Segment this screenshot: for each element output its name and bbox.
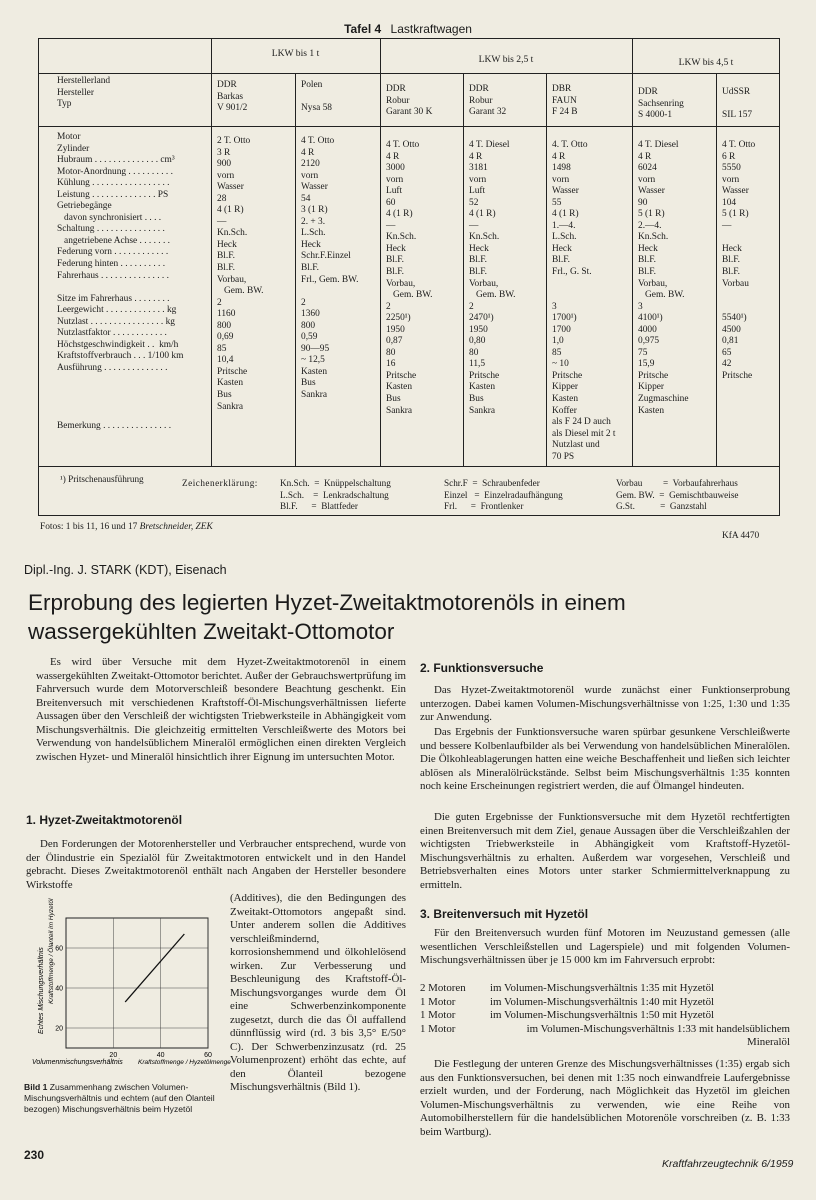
section-2-paragraph-1: Das Hyzet-Zweitaktmotorenöl wurde zunächst einer Funktionserprobung unterzogen. Dabei kamen Volumen-Mischungsverhältnisse von 1:25, 1:30 und 1:35 zur Anwendung. <box>420 684 790 723</box>
chart-y-tick-label: 60 <box>55 945 63 953</box>
mixing-ratio-chart <box>26 898 231 1070</box>
list-item: 1 Motor im Volumen-Mischungsverhältnis 1:40 mit Hyzetöl <box>420 995 715 1008</box>
abstract: Es wird über Versuche mit dem Hyzet-Zweitaktmotorenöl in einem wassergekühlten Zweitakt-Ottomotor berichtet. Außer der Gebrauchswertprüfung im Fahrversuch wurde dem Motorverschleiß besondere Beachtung geschenkt. Ein Breitenversuch mit verschiedenen Kraftstoff-Öl-Mischungsverhältnissen lieferte Aussagen über den Verschleiß der wichtigsten Triebwerksteile in Abhängigkeit vom Mischungsverhältnis. Die gleichzeitig ermittelten Verschleißwerte des Motors bei Verwendung von handelsüblichem Mineralöl ermöglichen einen direkten Vergleich zwischen Hyzet- und Mineralöl hinsichtlich ihrer Eignung im untersuchten Motor. <box>36 656 406 763</box>
section-3-paragraph-1: Für den Breitenversuch wurden fünf Motoren im Neuzustand gemessen (alle wesentlichen Verschleißstellen und Lagerspiele) und mit folgenden Volumen-Mischungsverhältnissen über je 15 000 km im Fahrversuch erprobt: <box>420 927 790 966</box>
column-values-sachsenring: 4 T. Diesel 4 R 6024 vorn Wasser 90 5 (1 R) 2.—4. Kn.Sch. Heck Bl.F. Bl.F. Vorbau, Gem. BW. 3 4100¹) 4000 0,975 75 15,9 Pritsche Kipper Zugmaschine Kasten <box>638 140 689 416</box>
column-header-sil: UdSSR SIL 157 <box>722 87 753 121</box>
section-2-paragraph-3: Die guten Ergebnisse der Funktionsversuche mit dem Hyzetöl rechtfertigten einen Breitenversuch mit dem Ziel, genaue Aussagen über die Verschleißzahlen der wichtigsten Triebwerksteile in Abhängigkeit vom Kraftstoff-Hyzetöl-Mischungsverhältnis zu erhalten. Außerdem war vorgesehen, Verschleiß und Betriebsverhalten eines Motors unter starker Schmiermittelverknappung zu ermitteln. <box>420 811 790 891</box>
section-1-heading: 1. Hyzet-Zweitaktmotorenöl <box>26 813 183 827</box>
chart-x-label-box: Kraftstoffmenge / Hyzetölmenge <box>138 1059 231 1066</box>
table-col-divider <box>211 38 212 466</box>
legend-column-1: Kn.Sch. = Knüppelschaltung L.Sch. = Lenkradschaltung Bl.F. = Blattfeder <box>280 478 391 512</box>
author-line: Dipl.-Ing. J. STARK (KDT), Eisenach <box>24 563 227 577</box>
chart-x-tick-label: 60 <box>204 1052 212 1059</box>
table-col-divider <box>380 38 381 466</box>
group-header-4-5t: LKW bis 4,5 t <box>678 57 734 68</box>
section-3-heading: 3. Breitenversuch mit Hyzetöl <box>420 907 589 921</box>
motor-list <box>420 982 790 1050</box>
section-2-paragraph-2: Das Ergebnis der Funktionsversuche waren spürbar gesunkene Verschleißwerte und bessere Kolbenlaufbilder als bei Verwendung von handelsüblichen Mineralölen. Die Ölkohleablagerungen hatten eine weiche Beschaffenheit und ließen sich leichter ablösen als Mineralölrückstände. Selbst beim Mischungsverhältnis 1:35 konnten noch keine Erscheinungen registriert werden, die auf Ölmangel hindeuten. <box>420 726 790 792</box>
kfa-reference: KfA 4470 <box>722 531 760 541</box>
column-header-barkas: DDR Barkas V 901/2 <box>217 80 248 114</box>
list-item: 1 Motor im Volumen-Mischungsverhältnis 1:33 mit handelsüblichem Mineralöl <box>420 1022 790 1048</box>
table-col-divider <box>632 38 633 466</box>
table-footnote: ¹) Pritschenausführung <box>60 474 144 484</box>
photo-credit: Fotos: 1 bis 11, 16 und 17 Bretschneider, ZEK <box>40 522 213 532</box>
column-values-nysa: 4 T. Otto 4 R 2120 vorn Wasser 54 3 (1 R) 2. + 3. L.Sch. Heck Schr.F.Einzel Bl.F. Frl., Gem. BW. 2 1360 800 0,59 90—95 ~ 12,5 Kasten Bus Sankra <box>301 136 359 401</box>
table-rule-footer <box>38 466 780 467</box>
article-headline: Erprobung des legierten Hyzet-Zweitaktmotorenöls in einem wassergekühlten Zweitakt-Ottomotor <box>28 590 626 644</box>
table-title <box>0 22 816 36</box>
chart-series <box>125 934 184 1002</box>
section-2-heading: 2. Funktionsversuche <box>420 661 544 675</box>
table-number: Tafel 4 <box>344 22 382 36</box>
table-col-divider <box>463 73 464 466</box>
column-values-sil: 4 T. Otto 6 R 5550 vorn Wasser 104 5 (1 R) — Heck Bl.F. Bl.F. Vorbau 5540¹) 4500 0,81 65 42 Pritsche <box>722 140 756 381</box>
chart-axes <box>66 918 208 1048</box>
row-header: Herstellerland Hersteller Typ <box>57 76 111 110</box>
column-header-faun: DBR FAUN F 24 B <box>552 84 578 118</box>
group-header-1t: LKW bis 1 t <box>271 48 320 59</box>
table-rule-header <box>38 126 780 127</box>
table-subject: Lastkraftwagen <box>390 22 472 36</box>
column-header-sachsenring: DDR Sachsenring S 4000-1 <box>638 87 684 121</box>
column-header-garant32: DDR Robur Garant 32 <box>469 84 507 118</box>
figure-caption: Bild 1 Zusammenhang zwischen Volumen-Mischungsverhältnis und echtem (auf den Ölanteil bezogen) Mischungsverhältnis beim Hyzetöl <box>24 1082 215 1114</box>
table-col-divider <box>295 73 296 466</box>
list-item: 2 Motoren im Volumen-Mischungsverhältnis 1:35 mit Hyzetöl <box>420 982 715 994</box>
photo-credit-names: Bretschneider, ZEK <box>139 522 213 532</box>
column-values-faun: 4. T. Otto 4 R 1498 vorn Wasser 55 4 (1 R) 1.—4. L.Sch. Heck Bl.F. Frl., G. St. 3 1700¹) 1700 1,0 85 ~ 10 Pritsche Kipper Kasten Koffer als F 24 D auch als Diesel mit 2 t Nutzlast und 70 PS <box>552 140 616 462</box>
column-values-garant30k: 4 T. Otto 4 R 3000 vorn Luft 60 4 (1 R) — Kn.Sch. Heck Bl.F. Bl.F. Vorbau, Gem. BW. 2 2250¹) 1950 0,87 80 16 Pritsche Kasten Bus Sankra <box>386 140 433 416</box>
list-item: 1 Motor im Volumen-Mischungsverhältnis 1:50 mit Hyzetöl <box>420 1009 715 1021</box>
column-values-garant32: 4 T. Diesel 4 R 3181 vorn Luft 52 4 (1 R) — Kn.Sch. Heck Bl.F. Bl.F. Vorbau, Gem. BW. 2 2470¹) 1950 0,80 80 11,5 Pritsche Kasten Bus Sankra <box>469 140 516 416</box>
row-labels: Motor Zylinder Hubraum . . . . . . . . . . . . . . cm³ Motor-Anordnung . . . . . . . . . . Kühlung . . . . . . . . . . . . . . . . . Leistung . . . . . . . . . . . . . . PS Getriebegänge davon synchronisiert . . . . Schaltung . . . . . . . . . . . . . . . angetriebene Achse . . . . . . . Federung vorn . . . . . . . . . . . . Federung hinten . . . . . . . . . . Fahrerhaus . . . . . . . . . . . . . . . Sitze im Fahrerhaus . . . . . . . . Leergewicht . . . . . . . . . . . . . kg Nutzlast . . . . . . . . . . . . . . . . kg Nutzlastfaktor . . . . . . . . . . . . Höchstgeschwindigkeit . . km/h Kraftstoffverbrauch . . . 1/100 km Ausführung . . . . . . . . . . . . . . Bemerkung . . . . . . . . . . . . . . . <box>57 132 184 431</box>
section-3-paragraph-2: Die Festlegung der unteren Grenze des Mischungsverhältnisses (1:35) ergab sich aus den Funktionsversuchen, bei denen mit 1:35 noch einwandfreie Laufergebnisse erzielt wurden, und der Forderung, nach Möglichkeit das Hyzetöl im gleichen Volumen-Mischungsverhältnis zu verwenden, wie eine Reihe von Automobilherstellern für die handelsüblichen Motorenöle vorschreiben (z. B. 1:33 beim Wartburg). <box>420 1058 790 1138</box>
chart-ticks <box>55 918 212 1059</box>
table-col-divider <box>546 73 547 466</box>
chart-y-tick-label: 40 <box>55 985 63 993</box>
legend-column-2: Schr.F = Schraubenfeder Einzel = Einzelradaufhängung Frl. = Frontlenker <box>444 478 563 512</box>
section-1-paragraph-1: Den Forderungen der Motorenhersteller und Verbraucher entsprechend, wurde von der Ölindustrie ein Spezialöl für Zweitaktmotoren entwickelt und in den Handel gebracht. Dieses Zweitaktmotorenöl enthält nach Angaben der Hersteller besondere Wirkstoffe <box>26 838 406 891</box>
chart-y-tick-label: 20 <box>55 1025 63 1033</box>
chart-y-label-box: Kraftstoffmenge / Ölanteil im Hyzetöl <box>48 898 55 1004</box>
table-col-divider <box>716 73 717 466</box>
chart-y-label: Echtes Mischungsverhältnis <box>38 947 45 1034</box>
column-header-nysa: Polen Nysa 58 <box>301 80 332 114</box>
legend-column-3: Vorbau = Vorbaufahrerhaus Gem. BW. = Gemischtbauweise G.St. = Ganzstahl <box>616 478 739 512</box>
journal-reference: Kraftfahrzeugtechnik 6/1959 <box>662 1158 794 1170</box>
chart-x-tick-label: 20 <box>109 1052 118 1059</box>
column-header-garant30k: DDR Robur Garant 30 K <box>386 84 433 118</box>
page-number: 230 <box>24 1148 45 1162</box>
chart-x-label: Volumenmischungsverhältnis <box>32 1059 123 1066</box>
table-rule-groups <box>38 73 780 74</box>
group-header-2-5t: LKW bis 2,5 t <box>478 54 534 65</box>
legend-title: Zeichenerklärung: <box>182 478 258 488</box>
chart-frame <box>66 918 208 1048</box>
column-values-barkas: 2 T. Otto 3 R 900 vorn Wasser 28 4 (1 R) — Kn.Sch. Heck Bl.F. Bl.F. Vorbau, Gem. BW. 2 1160 800 0,69 85 10,4 Pritsche Kasten Bus Sankra <box>217 136 264 412</box>
chart-x-tick-label: 40 <box>156 1052 165 1059</box>
section-1-paragraph-2: (Additives), die den Bedingungen des Zweitakt-Ottomotors angepaßt sind. Unter anderem sollen die Additives verschleißmindernd, korrosionshemmend und ölkohlelösend wirken. Zur Verbesserung und Beschleunigung des Kraftstoff-Öl-Mischungsvorganges wurde dem Öl eine Schwerbenzinkomponente zugesetzt, durch die das Öl auffallend dünnflüssig wird (rd. 3 bis 3,5° E/50° C). Der Schwerbenzinzusatz (rd. 25 Volumenprozent) erhöht das echte, auf den Ölanteil bezogene Mischungsverhältnis (Bild 1). <box>230 892 406 1093</box>
chart-line-series <box>125 934 184 1002</box>
